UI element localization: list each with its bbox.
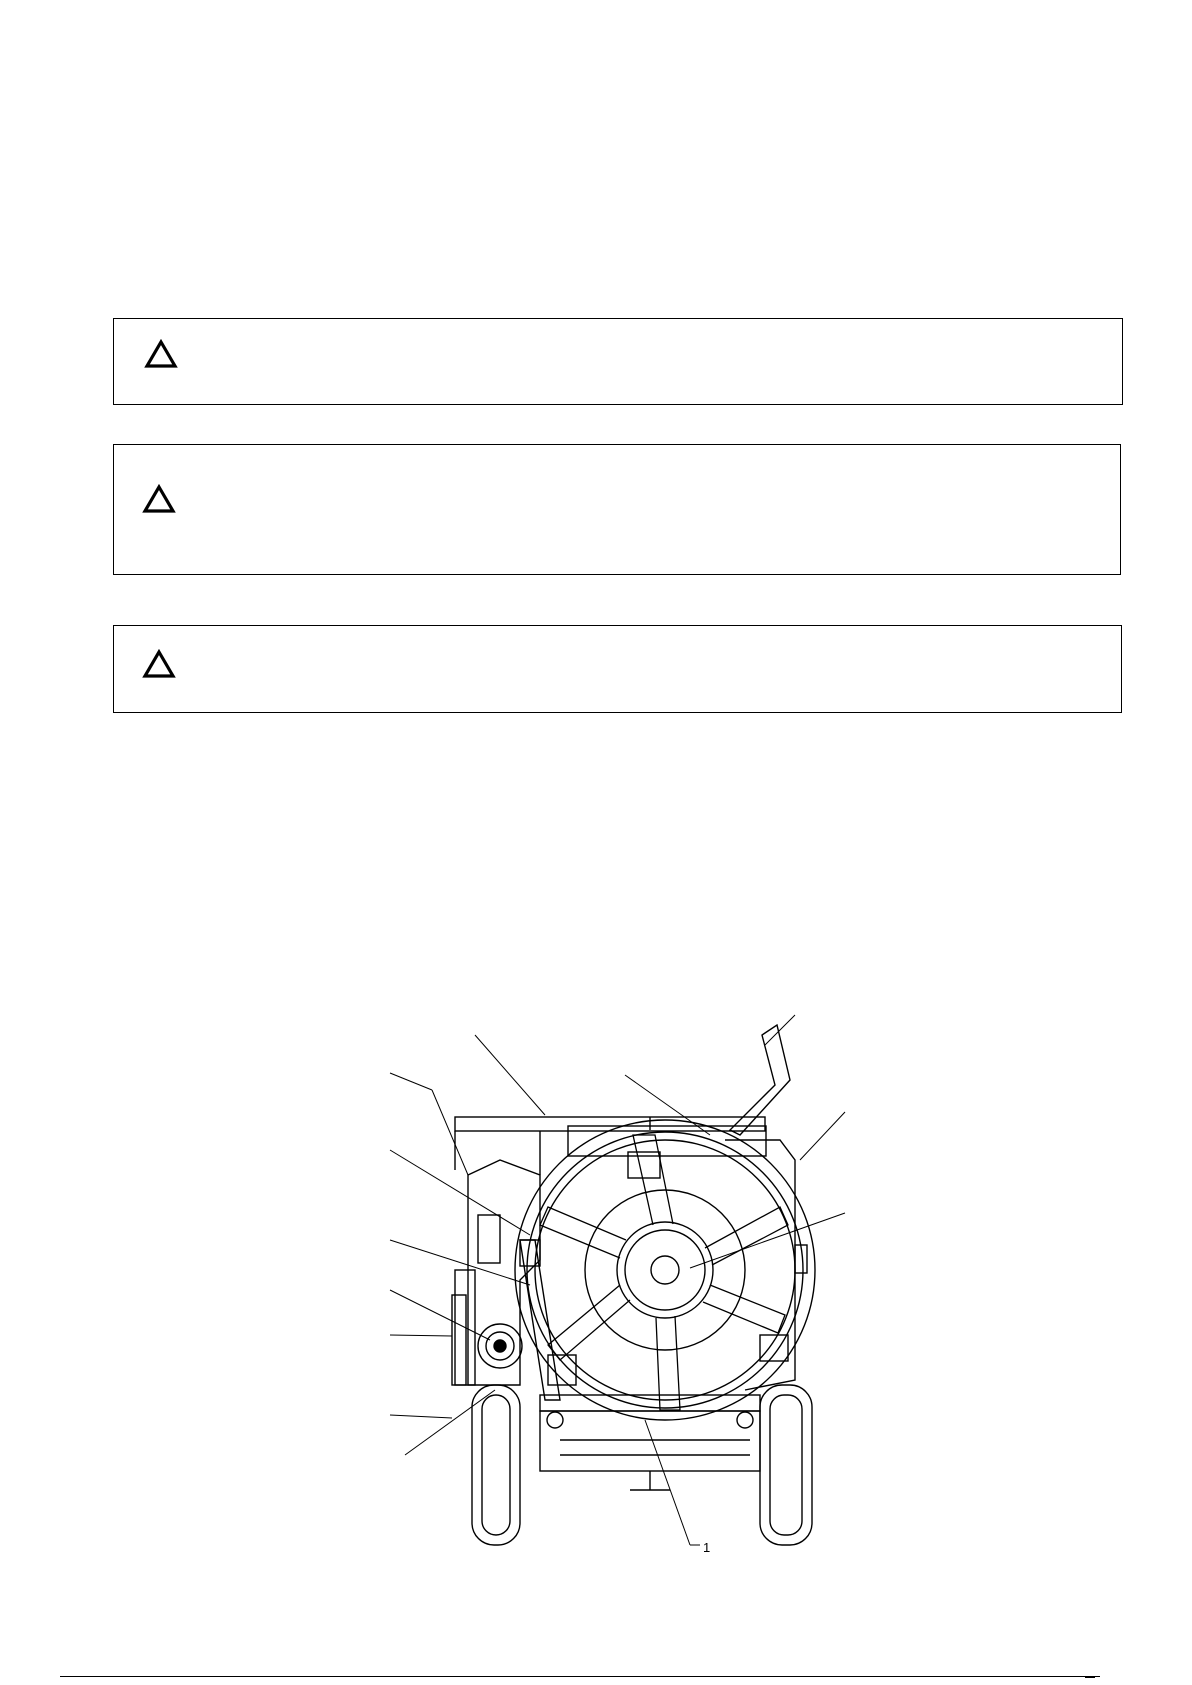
callout-label-1: 1 [703,1540,711,1555]
warning-box-1 [113,318,1123,405]
warning-box-2 [113,444,1121,575]
warning-triangle-icon [142,484,176,514]
warning-triangle-icon [144,339,178,369]
page-bottom-rule [60,1676,1100,1677]
warning-triangle-icon [142,649,176,679]
warning-box-3 [113,625,1122,713]
page-bottom-tick [1085,1676,1095,1678]
